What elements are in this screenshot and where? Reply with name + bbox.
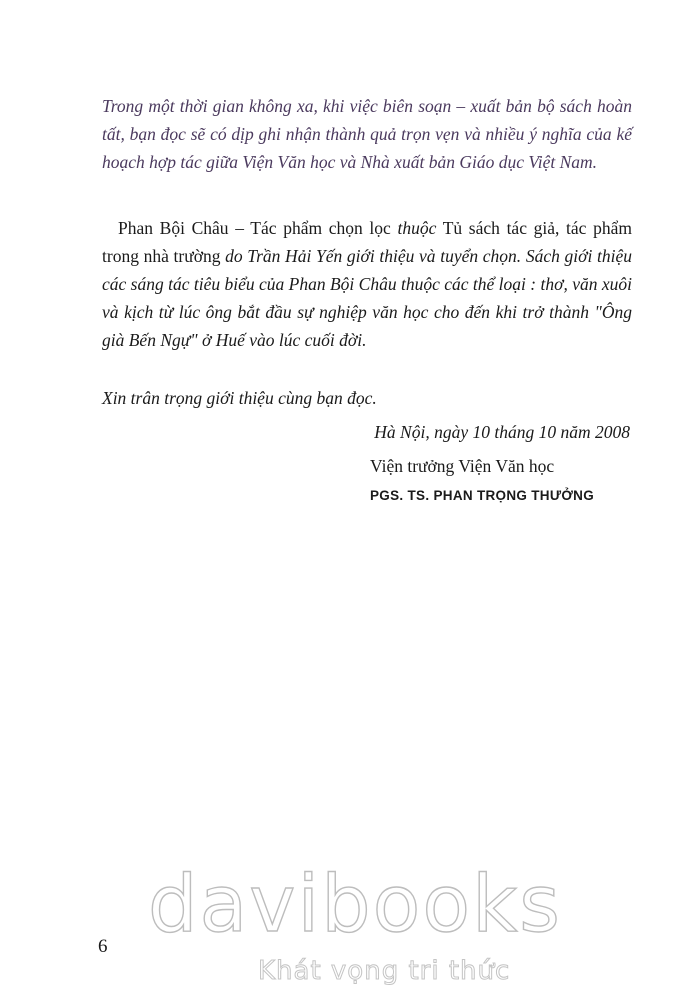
watermark-tagline: Khát vọng tri thức [258, 956, 511, 986]
paragraph-closing: Xin trân trọng giới thiệu cùng bạn đọc. [102, 387, 377, 408]
watermark-logo: davibooks [148, 860, 562, 950]
paragraph-book-introduction-part-4: do Trần Hải Yến giới thiệu và tuyển chọn. Sách giới thiệu các sáng tác tiêu biểu của Phan Bội Châu thuộc các thể loại : thơ, văn xuôi và kịch từ lúc ông bắt đầu sự nghiệp văn học cho đến khi trở thành "Ông già Bến Ngự" ở Huế vào lúc cuối đời. [102, 245, 632, 350]
signature-role: Viện trưởng Viện Văn học [370, 456, 555, 476]
signature-date: Hà Nội, ngày 10 tháng 10 năm 2008 [374, 422, 630, 442]
signature-name: PGS. TS. PHAN TRỌNG THƯỞNG [370, 488, 595, 503]
paragraph-book-introduction-part-3: Tủ sách tác giả, tác phẩm trong nhà trường [102, 217, 632, 266]
paragraph-book-introduction [102, 214, 632, 354]
paragraph-book-introduction-part-2: thuộc [397, 217, 437, 238]
paragraph-publication-plan: Trong một thời gian không xa, khi việc biên soạn – xuất bản bộ sách hoàn tất, bạn đọc sẽ có dịp ghi nhận thành quả trọn vẹn và nhiều ý nghĩa của kế hoạch hợp tác giữa Viện Văn học và Nhà xuất bản Giáo dục Việt Nam. [102, 95, 632, 172]
paragraph-book-introduction-part-1: Phan Bội Châu – Tác phẩm chọn lọc [118, 217, 398, 238]
page-number: 6 [98, 936, 108, 957]
